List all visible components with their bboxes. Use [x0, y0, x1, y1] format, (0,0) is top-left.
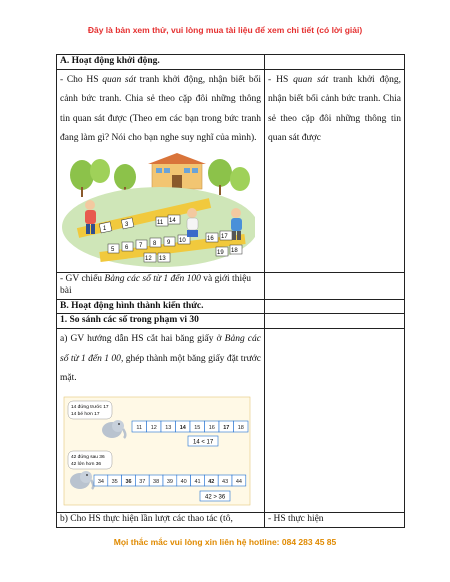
number-card: 17: [221, 233, 228, 240]
strip-number: 12: [150, 424, 157, 431]
section-b-heading: B. Hoạt động hình thành kiến thức.: [57, 299, 265, 314]
strip-number: 15: [194, 424, 201, 431]
comparison-result: 14 < 17: [193, 439, 214, 446]
number-card: 13: [159, 255, 166, 262]
strip-number: 18: [237, 424, 244, 431]
strip-number: 17: [223, 424, 230, 431]
strip-number: 11: [136, 424, 143, 431]
number-card: 9: [167, 239, 171, 246]
gv-intro-cell: - GV chiếu Bảng các số từ 1 đến 100 và giới thiệu bài: [57, 272, 265, 299]
strip-number: 43: [222, 478, 229, 485]
number-card: 16: [207, 235, 214, 242]
strip-number: 34: [97, 478, 104, 485]
number-strip-2: [94, 475, 246, 486]
number-strip-1: [132, 421, 248, 432]
strip-number: 41: [194, 478, 201, 485]
warmup-illustration: [60, 149, 261, 271]
empty-cell: [265, 314, 405, 329]
task-b-cell: b) Cho HS thực hiện lần lượt các thao tác (tô,: [57, 512, 265, 527]
strip-number: 39: [166, 478, 173, 485]
speech-bubble-text: 14 bé hơn 17: [71, 411, 100, 417]
hotline-banner: Mọi thắc mắc vui lòng xin liên hệ hotline: 084 283 45 85: [113, 537, 337, 547]
section-a-heading: A. Hoạt động khởi động.: [57, 55, 265, 70]
number-card: 3: [125, 221, 129, 228]
empty-cell: [265, 329, 405, 512]
strip-number: 14: [179, 424, 186, 431]
speech-bubble-text: 14 đứng trước 17: [71, 404, 109, 410]
number-card: 11: [157, 219, 164, 226]
number-card: 19: [217, 249, 224, 256]
strip-number: 42: [208, 478, 215, 485]
section-a-right: [265, 69, 405, 272]
speech-bubble-text: 42 đứng sau 36: [71, 454, 105, 460]
children-playing-illustration: [60, 149, 255, 271]
strip-number: 16: [208, 424, 215, 431]
student-response: - HS quan sát tranh khởi động, nhận biết bối cảnh bức tranh. Chia sẻ theo cặp đôi những thông tin quan sát được: [268, 74, 401, 144]
strip-number: 35: [111, 478, 118, 485]
strip-activity-cell: [57, 329, 265, 512]
speech-bubble-text: 42 lớn hơn 36: [71, 461, 102, 467]
strip-number: 37: [139, 478, 146, 485]
number-card: 12: [145, 255, 152, 262]
strip-number: 44: [235, 478, 242, 485]
number-card: 18: [231, 247, 238, 254]
strip-instruction: a) GV hướng dẫn HS cắt hai băng giấy ở Bảng các số từ 1 đến 1 00, ghép thành một băng giấy đặt trước mặt.: [60, 334, 262, 384]
number-card: 14: [169, 217, 176, 224]
subsection-1-heading: 1. So sánh các số trong phạm vi 30: [57, 314, 265, 329]
strip-number: 38: [153, 478, 160, 485]
section-a-left: [57, 69, 265, 272]
task-b-response: - HS thực hiện: [265, 512, 405, 527]
number-strip-illustration: [60, 389, 261, 511]
comparison-result: 42 > 36: [205, 494, 226, 501]
preview-banner: Đây là bản xem thử, vui lòng mua tài liệu để xem chi tiết (có lời giải): [87, 25, 363, 35]
number-card: 7: [139, 242, 143, 249]
strip-number: 36: [125, 478, 132, 485]
number-strips: [60, 389, 255, 511]
lesson-table: [56, 54, 405, 528]
empty-cell: [265, 272, 405, 299]
strip-number: 13: [165, 424, 172, 431]
intro-instruction: - Cho HS quan sát tranh khởi động, nhận biết bối cảnh bức tranh. Chia sẻ theo cặp đôi những thông tin quan sát được (Theo em các bạn trong bức tranh đang làm gì? Nói cho bạn nghe suy nghĩ của mình).: [60, 74, 261, 144]
empty-cell: [265, 55, 405, 70]
number-card: 8: [153, 240, 157, 247]
number-card: 5: [111, 246, 115, 253]
empty-cell: [265, 299, 405, 314]
strip-number: 40: [180, 478, 187, 485]
number-card: 6: [125, 244, 129, 251]
number-card: 1: [103, 225, 107, 232]
number-card: 10: [179, 237, 186, 244]
